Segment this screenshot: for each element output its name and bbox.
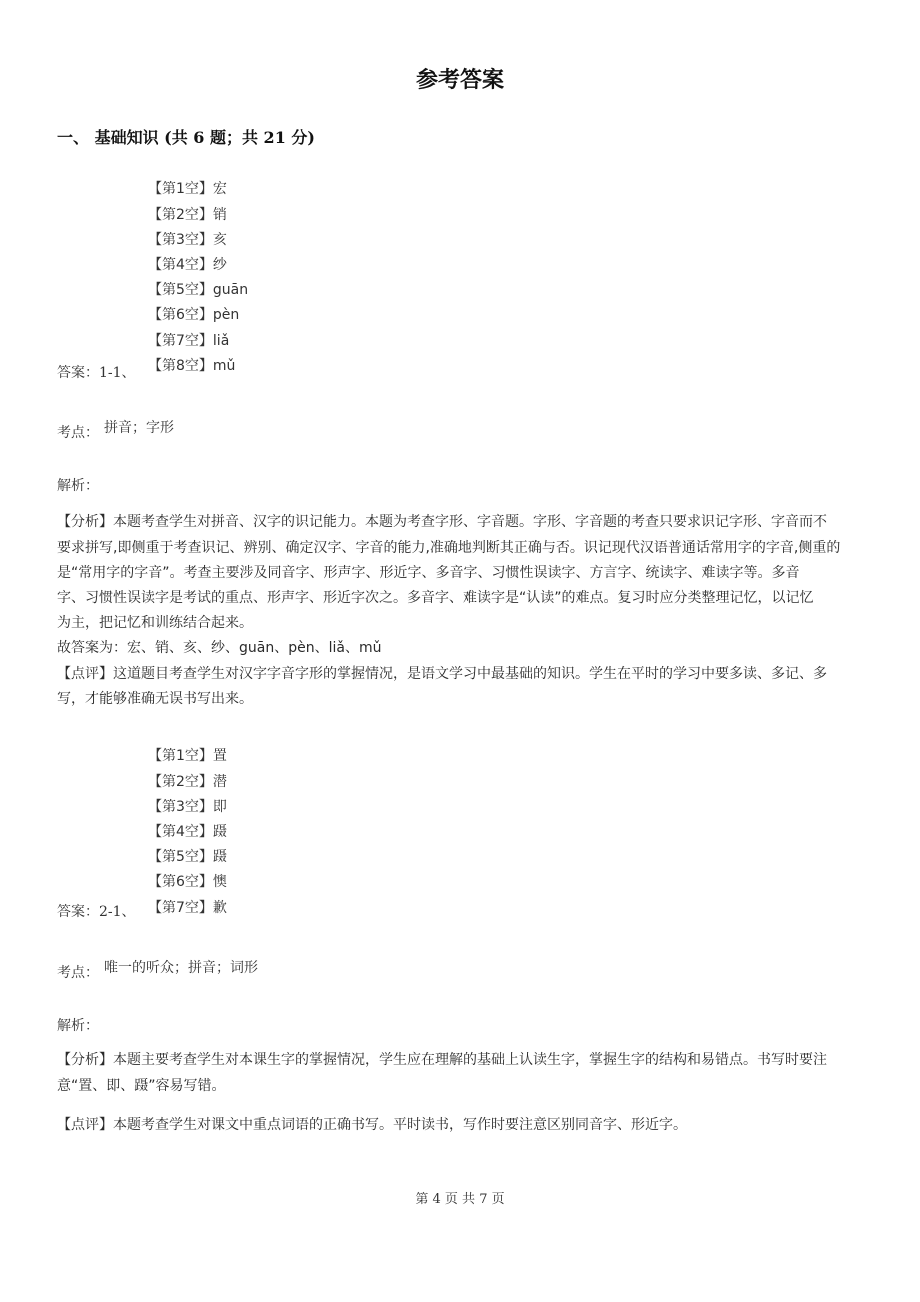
blank-item — [148, 203, 248, 228]
jiexi-label: 解析： — [57, 1018, 99, 1034]
blank-item — [148, 795, 227, 820]
blank-value: liǎ — [212, 332, 230, 349]
answer-label: 答案：2-1、 — [57, 904, 136, 920]
comment-line: 写，才能够准确无误书写出来。 — [57, 690, 253, 707]
blank-label: 【第1空】 — [148, 748, 213, 765]
analysis-line: 意“置、即、蹑”容易写错。 — [57, 1077, 226, 1094]
blank-label: 【第2空】 — [148, 206, 213, 223]
blank-item — [148, 177, 248, 202]
blank-value: mǔ — [212, 357, 236, 374]
blank-value: 蹑 — [212, 849, 227, 866]
analysis-line: 是“常用字的字音”。考查主要涉及同音字、形声字、形近字、多音字、习惯性误读字、方言字、统读字、难读字等。多音 — [57, 564, 800, 581]
jiexi-label: 解析： — [57, 478, 99, 494]
blank-value: guān — [212, 282, 249, 299]
blank-label: 【第8空】 — [148, 357, 213, 374]
blank-item — [148, 253, 248, 278]
blank-value: 亥 — [212, 231, 227, 248]
blank-label: 【第7空】 — [148, 899, 213, 916]
blank-value: pèn — [212, 307, 240, 324]
section-heading: 一、 基础知识 (共 6 题；共 21 分) — [57, 128, 315, 147]
blank-item — [148, 770, 227, 795]
analysis-line: 【分析】本题主要考查学生对本课生字的掌握情况，学生应在理解的基础上认读生字，掌握生字的结构和易错点。书写时要注 — [57, 1052, 827, 1069]
blank-item — [148, 845, 227, 870]
analysis-text — [57, 1048, 827, 1098]
blank-label: 【第4空】 — [148, 823, 213, 840]
comment-line: 【点评】这道题目考查学生对汉字字音字形的掌握情况，是语文学习中最基础的知识。学生在平时的学习中要多读、多记、多 — [57, 665, 827, 682]
blank-item — [148, 870, 227, 895]
blank-value: 潜 — [212, 773, 227, 790]
blank-label: 【第2空】 — [148, 773, 213, 790]
blank-value: 即 — [212, 798, 227, 815]
analysis-text — [57, 510, 840, 712]
blank-label: 【第5空】 — [148, 849, 213, 866]
page-title: 参考答案 — [415, 67, 504, 93]
analysis-line: 为主，把记忆和训练结合起来。 — [57, 615, 253, 632]
answer-summary-line: 故答案为：宏、销、亥、纱、guān、pèn、liǎ、mǔ — [57, 640, 382, 657]
comment-line: 【点评】本题考查学生对课文中重点词语的正确书写。平时读书，写作时要注意区别同音字、形近字。 — [57, 1117, 687, 1134]
blank-value: 歉 — [212, 899, 227, 916]
analysis-line: 要求拼写,即侧重于考查识记、辨别、确定汉字、字音的能力,准确地判断其正确与否。识记现代汉语普通话常用字的字音,侧重的 — [57, 539, 841, 556]
kaodian-label: 考点： — [57, 965, 99, 981]
blank-label: 【第6空】 — [148, 307, 213, 324]
blank-item — [148, 896, 227, 921]
blank-label: 【第6空】 — [148, 874, 213, 891]
blank-label: 【第5空】 — [148, 282, 213, 299]
blank-value: 懊 — [212, 874, 227, 891]
blank-item — [148, 278, 248, 303]
blank-value: 纱 — [212, 256, 227, 273]
kaodian-value: 唯一的听众；拼音；词形 — [104, 960, 258, 976]
blank-label: 【第4空】 — [148, 256, 213, 273]
analysis-line: 【分析】本题考查学生对拼音、汉字的识记能力。本题为考查字形、字音题。字形、字音题的考查只要求识记字形、字音而不 — [57, 514, 827, 531]
blank-label: 【第3空】 — [148, 231, 213, 248]
blank-item — [148, 354, 248, 379]
blank-value: 蹑 — [212, 823, 227, 840]
answer-blanks-2-1 — [148, 744, 227, 920]
comment-text — [57, 1113, 687, 1138]
page-footer: 第 4 页 共 7 页 — [415, 1192, 505, 1207]
blank-label: 【第7空】 — [148, 332, 213, 349]
blank-item — [148, 329, 248, 354]
blank-label: 【第3空】 — [148, 798, 213, 815]
blank-item — [148, 820, 227, 845]
blank-value: 销 — [212, 206, 227, 223]
analysis-line: 字、习惯性误读字是考试的重点、形声字、形近字次之。多音字、难读字是“认读”的难点。复习时应分类整理记忆，以记忆 — [57, 589, 814, 606]
answer-label: 答案：1-1、 — [57, 365, 136, 381]
kaodian-value: 拼音；字形 — [104, 420, 174, 436]
blank-value: 宏 — [212, 181, 227, 198]
blank-value: 置 — [212, 748, 227, 765]
blank-label: 【第1空】 — [148, 181, 213, 198]
blank-item — [148, 303, 248, 328]
answer-blanks-1-1 — [148, 177, 248, 379]
blank-item — [148, 744, 227, 769]
kaodian-label: 考点： — [57, 425, 99, 441]
blank-item — [148, 228, 248, 253]
